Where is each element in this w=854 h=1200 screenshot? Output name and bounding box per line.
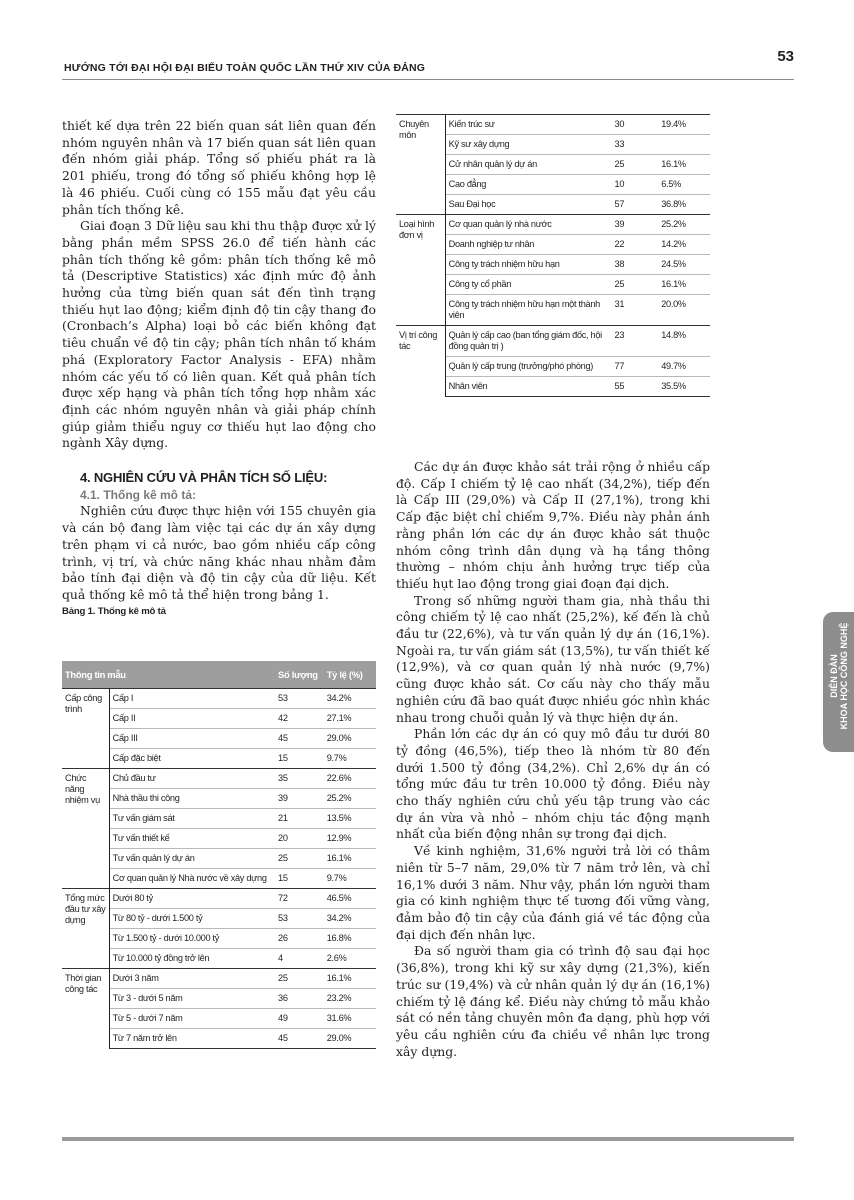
item-cell: Kiến trúc sư <box>445 115 611 135</box>
count-cell: 42 <box>275 709 324 729</box>
item-cell: Công ty trách nhiệm hữu hạn <box>445 255 611 275</box>
item-cell: Cử nhân quản lý dự án <box>445 155 611 175</box>
percent-cell: 23.2% <box>324 989 376 1009</box>
table-row <box>62 929 376 949</box>
paragraph: Giai đoạn 3 Dữ liệu sau khi thu thập được xử lý bằng phần mềm SPSS 26.0 để tiến hành các phân tích thống kê gồm: phân tích thống kê mô tả (Descriptive Statistics) xác định mức độ ảnh hưởng của từng biến quan sát đến tình trạng thiếu hụt lao động; kiểm định độ tin cậy thang đo (Cronbach’s Alpha) loại bỏ các biến không đạt tiêu chuẩn về độ tin cậy; phân tích nhân tố khám phá (Exploratory Factor Analysis - EFA) nhằm nhóm các yếu tố có liên quan. Kết quả phân tích được xếp hạng và phân tích tổng hợp nhằm xác định các nhóm nguyên nhân và giải pháp chính giúp giảm thiểu nguy cơ thiếu hụt lao động cho ngành Xây dựng. <box>62 218 376 451</box>
table-1-continued <box>396 114 710 397</box>
table-row <box>62 809 376 829</box>
count-cell: 53 <box>275 909 324 929</box>
table-row <box>62 749 376 769</box>
side-tab-line1: DIỄN ĐÀN <box>829 654 839 698</box>
count-cell: 21 <box>275 809 324 829</box>
table-caption: Bảng 1. Thống kê mô tả <box>62 605 166 617</box>
count-cell: 26 <box>275 929 324 949</box>
item-cell: Công ty trách nhiệm hữu hạn một thành viên <box>445 295 611 326</box>
table-row <box>62 849 376 869</box>
count-cell: 25 <box>612 155 659 175</box>
count-cell: 25 <box>612 275 659 295</box>
side-tab-line2: KHOA HỌC CÔNG NGHỆ <box>839 622 849 730</box>
item-cell: Cấp II <box>109 709 275 729</box>
table-row <box>396 326 710 357</box>
paragraph: Đa số người tham gia có trình độ sau đại học (36,8%), trong khi kỹ sư xây dựng (21,3%), kiến trúc sư (19,4%) và cử nhân quản lý dự án (16,1%) chiếm tỷ lệ đáng kể. Điều này chứng tỏ mẫu khảo sát có nền tảng chuyên môn đa dạng, phù hợp với yêu cầu nghiên cứu đa chiều về nhân lực trong xây dựng. <box>396 943 710 1059</box>
subsection-title: 4.1. Thống kê mô tả: <box>80 487 197 502</box>
percent-cell: 6.5% <box>658 175 710 195</box>
paragraph: Về kinh nghiệm, 31,6% người trả lời có thâm niên từ 5–7 năm, 29,0% từ 7 năm trở lên, và chỉ 16,1% dưới 3 năm. Như vậy, phần lớn người tham gia có kinh nghiệm thực tế tương đối vững vàng, đảm bảo độ tin cậy của đánh giá về tác động của đại dịch đến nhân lực. <box>396 843 710 942</box>
category-cell: Chuyên môn <box>396 115 445 215</box>
category-cell: Tổng mức đầu tư xây dựng <box>62 889 109 969</box>
percent-cell: 9.7% <box>324 749 376 769</box>
item-cell: Dưới 80 tỷ <box>109 889 275 909</box>
percent-cell <box>658 135 710 155</box>
item-cell: Quản lý cấp cao (ban tổng giám đốc, hội đồng quản trị ) <box>445 326 611 357</box>
count-cell: 25 <box>275 969 324 989</box>
item-cell: Từ 80 tỷ - dưới 1.500 tỷ <box>109 909 275 929</box>
table-row <box>62 829 376 849</box>
item-cell: Tư vấn quản lý dự án <box>109 849 275 869</box>
item-cell: Cơ quan quản lý nhà nước <box>445 215 611 235</box>
table-1 <box>62 661 376 1049</box>
item-cell: Doanh nghiệp tư nhân <box>445 235 611 255</box>
item-cell: Quản lý cấp trung (trưởng/phó phòng) <box>445 357 611 377</box>
count-cell: 36 <box>275 989 324 1009</box>
count-cell: 38 <box>612 255 659 275</box>
percent-cell: 24.5% <box>658 255 710 275</box>
count-cell: 49 <box>275 1009 324 1029</box>
percent-cell: 2.6% <box>324 949 376 969</box>
table-row <box>62 889 376 909</box>
table-row <box>62 689 376 709</box>
percent-cell: 19.4% <box>658 115 710 135</box>
item-cell: Cao đẳng <box>445 175 611 195</box>
table-row <box>396 115 710 135</box>
count-cell: 23 <box>612 326 659 357</box>
count-cell: 77 <box>612 357 659 377</box>
percent-cell: 34.2% <box>324 689 376 709</box>
count-cell: 4 <box>275 949 324 969</box>
paragraph: Trong số những người tham gia, nhà thầu thi công chiếm tỷ lệ cao nhất (25,2%), kế đến là chủ đầu tư (22,6%), và tư vấn quản lý dự án (16,1%). Ngoài ra, tư vấn giám sát (13,5%), tư vấn thiết kế (12,9%), và cơ quan quản lý nhà nước (9,7%) cũng được khảo sát. Cơ cấu này cho thấy mẫu nghiên cứu đã bao quát được nhiều góc nhìn khác nhau trong chuỗi quản lý và thực hiện dự án. <box>396 592 710 725</box>
item-cell: Kỹ sư xây dựng <box>445 135 611 155</box>
table-row <box>62 989 376 1009</box>
category-cell: Cấp công trình <box>62 689 109 769</box>
count-cell: 53 <box>275 689 324 709</box>
percent-cell: 16.8% <box>324 929 376 949</box>
category-cell: Vị trí công tác <box>396 326 445 397</box>
table-row <box>62 789 376 809</box>
percent-cell: 14.8% <box>658 326 710 357</box>
percent-cell: 34.2% <box>324 909 376 929</box>
percent-cell: 46.5% <box>324 889 376 909</box>
item-cell: Từ 5 - dưới 7 năm <box>109 1009 275 1029</box>
item-cell: Từ 7 năm trở lên <box>109 1029 275 1049</box>
header-pct: Tỷ lệ (%) <box>324 661 376 689</box>
count-cell: 20 <box>275 829 324 849</box>
page-number: 53 <box>777 48 794 65</box>
count-cell: 33 <box>612 135 659 155</box>
paragraph: Phần lớn các dự án có quy mô đầu tư dưới 80 tỷ đồng (46,5%), tiếp theo là nhóm từ 80 đến dưới 1.500 tỷ đồng (34,2%). Chỉ 2,6% dự án có tổng mức đầu tư trên 10.000 tỷ đồng. Điều này cho thấy nghiên cứu chủ yếu tập trung vào các dự án vừa và nhỏ – nhóm chịu tác động mạnh nhất của biến động nhân sự trong đại dịch. <box>396 726 710 842</box>
table-row <box>62 769 376 789</box>
percent-cell: 31.6% <box>324 1009 376 1029</box>
item-cell: Chủ đầu tư <box>109 769 275 789</box>
table-row <box>62 729 376 749</box>
percent-cell: 35.5% <box>658 377 710 397</box>
footer-rule <box>62 1137 794 1141</box>
header-count: Số lượng <box>275 661 324 689</box>
count-cell: 35 <box>275 769 324 789</box>
percent-cell: 27.1% <box>324 709 376 729</box>
item-cell: Tư vấn giám sát <box>109 809 275 829</box>
left-column <box>62 118 376 620</box>
item-cell: Sau Đại học <box>445 195 611 215</box>
count-cell: 31 <box>612 295 659 326</box>
count-cell: 45 <box>275 1029 324 1049</box>
item-cell: Tư vấn thiết kế <box>109 829 275 849</box>
count-cell: 15 <box>275 749 324 769</box>
table-row <box>62 709 376 729</box>
category-cell: Loại hình đơn vị <box>396 215 445 326</box>
category-cell: Chức năng nhiệm vụ <box>62 769 109 889</box>
paragraph: thiết kế dựa trên 22 biến quan sát liên quan đến nhóm nguyên nhân và 17 biến quan sát liên quan đến nhóm giải pháp. Tổng số phiếu phát ra là 201 phiếu, trong đó tổng số phiếu không hợp lệ là 46 phiếu. Cuối cùng có 155 mẫu đạt yêu cầu phân tích thống kê. <box>62 118 376 217</box>
percent-cell: 9.7% <box>324 869 376 889</box>
percent-cell: 16.1% <box>324 849 376 869</box>
percent-cell: 25.2% <box>324 789 376 809</box>
table-row <box>396 215 710 235</box>
count-cell: 72 <box>275 889 324 909</box>
percent-cell: 16.1% <box>658 155 710 175</box>
count-cell: 57 <box>612 195 659 215</box>
count-cell: 39 <box>612 215 659 235</box>
percent-cell: 22.6% <box>324 769 376 789</box>
section-title: 4. NGHIÊN CỨU VÀ PHÂN TÍCH SỐ LIỆU: <box>80 470 328 486</box>
item-cell: Từ 3 - dưới 5 năm <box>109 989 275 1009</box>
count-cell: 10 <box>612 175 659 195</box>
percent-cell: 36.8% <box>658 195 710 215</box>
item-cell: Cấp I <box>109 689 275 709</box>
right-column <box>396 459 710 1060</box>
item-cell: Dưới 3 năm <box>109 969 275 989</box>
percent-cell: 14.2% <box>658 235 710 255</box>
category-cell: Thời gian công tác <box>62 969 109 1049</box>
table-row <box>62 909 376 929</box>
count-cell: 39 <box>275 789 324 809</box>
percent-cell: 13.5% <box>324 809 376 829</box>
side-tab <box>823 612 854 752</box>
count-cell: 30 <box>612 115 659 135</box>
percent-cell: 12.9% <box>324 829 376 849</box>
percent-cell: 49.7% <box>658 357 710 377</box>
paragraph: Các dự án được khảo sát trải rộng ở nhiều cấp độ. Cấp I chiếm tỷ lệ cao nhất (34,2%), tiếp đến là Cấp III (29,0%) và Cấp II (27,1%), trong khi Cấp đặc biệt chỉ chiếm 9,7%. Điều này phản ánh rằng phần lớn các dự án được khảo sát thuộc nhóm công trình dân dụng và hạ tầng thông thường – nhóm chịu ảnh hưởng trực tiếp của thiếu hụt lao động trong giai đoạn đại dịch. <box>396 459 710 591</box>
count-cell: 15 <box>275 869 324 889</box>
header-info: Thông tin mẫu <box>62 661 275 689</box>
item-cell: Cấp đặc biệt <box>109 749 275 769</box>
item-cell: Cấp III <box>109 729 275 749</box>
percent-cell: 29.0% <box>324 729 376 749</box>
item-cell: Từ 10.000 tỷ đồng trở lên <box>109 949 275 969</box>
percent-cell: 16.1% <box>658 275 710 295</box>
percent-cell: 16.1% <box>324 969 376 989</box>
percent-cell: 20.0% <box>658 295 710 326</box>
item-cell: Nhà thầu thi công <box>109 789 275 809</box>
percent-cell: 29.0% <box>324 1029 376 1049</box>
table-row <box>62 969 376 989</box>
count-cell: 22 <box>612 235 659 255</box>
item-cell: Nhân viên <box>445 377 611 397</box>
table-row <box>62 1029 376 1049</box>
percent-cell: 25.2% <box>658 215 710 235</box>
count-cell: 25 <box>275 849 324 869</box>
table-row <box>62 949 376 969</box>
item-cell: Công ty cổ phần <box>445 275 611 295</box>
paragraph: Nghiên cứu được thực hiện với 155 chuyên gia và cán bộ đang làm việc tại các dự án xây dựng trên phạm vi cả nước, bao gồm nhiều cấp công trình, vị trí, và chức năng khác nhau nhằm đảm bảo tính đại diện và độ tin cậy của dữ liệu. Kết quả thống kê mô tả thể hiện trong bảng 1. <box>62 503 376 602</box>
item-cell: Cơ quan quản lý Nhà nước về xây dựng <box>109 869 275 889</box>
count-cell: 45 <box>275 729 324 749</box>
header-rule <box>62 79 794 80</box>
table-row <box>62 1009 376 1029</box>
count-cell: 55 <box>612 377 659 397</box>
item-cell: Từ 1.500 tỷ - dưới 10.000 tỷ <box>109 929 275 949</box>
running-header: HƯỚNG TỚI ĐẠI HỘI ĐẠI BIỂU TOÀN QUỐC LẦN THỨ XIV CỦA ĐẢNG <box>64 62 426 74</box>
table-row <box>62 869 376 889</box>
